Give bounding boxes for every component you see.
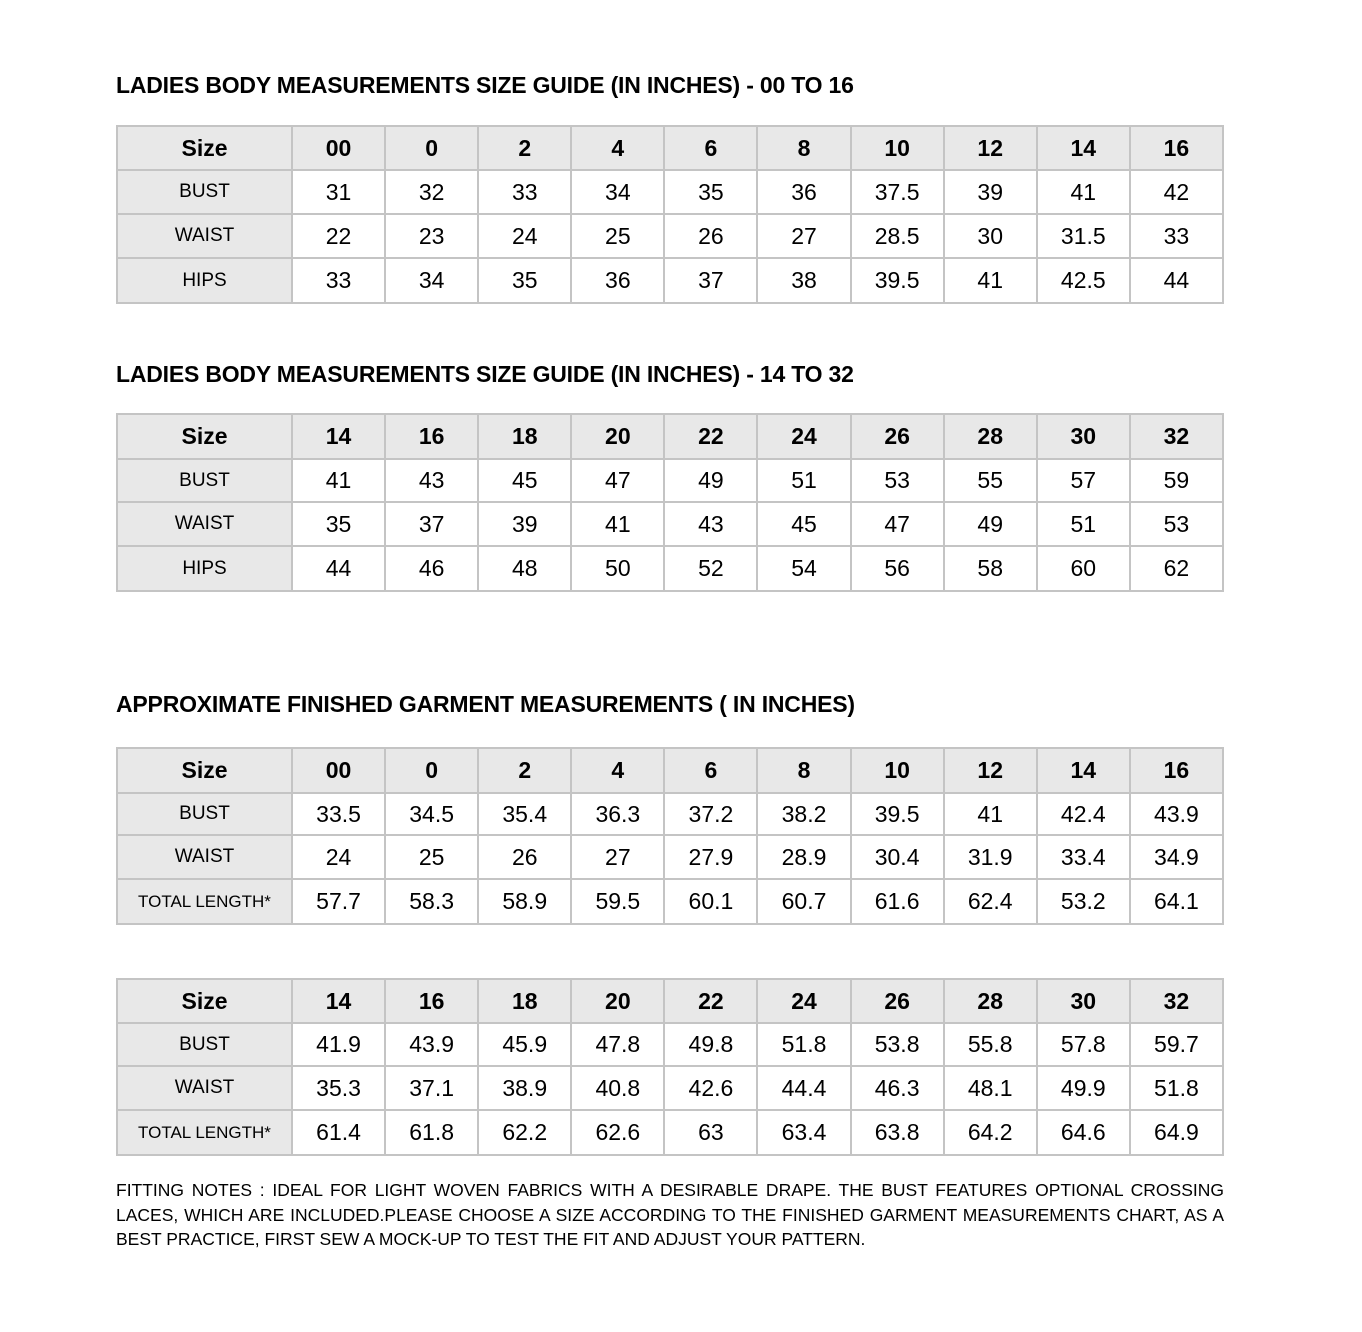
size-column-header: 22 xyxy=(664,414,757,459)
table-cell: 53 xyxy=(851,459,944,502)
table-cell: 44 xyxy=(1130,258,1223,303)
table-cell: 55 xyxy=(944,459,1037,502)
table-cell: 42.4 xyxy=(1037,793,1130,835)
size-column-header: 20 xyxy=(571,979,664,1023)
size-column-header: 16 xyxy=(1130,126,1223,170)
size-column-header: 4 xyxy=(571,748,664,793)
table-cell: 62.6 xyxy=(571,1110,664,1155)
table-cell: 47 xyxy=(851,502,944,546)
table-cell: 43 xyxy=(664,502,757,546)
table-row xyxy=(117,879,1223,924)
size-column-header: 8 xyxy=(757,748,850,793)
table-cell: 36.3 xyxy=(571,793,664,835)
table-cell: 40.8 xyxy=(571,1066,664,1110)
table-cell: 50 xyxy=(571,546,664,591)
table-cell: 23 xyxy=(385,214,478,258)
size-column-header: 28 xyxy=(944,979,1037,1023)
table-cell: 37 xyxy=(664,258,757,303)
table-cell: 30 xyxy=(944,214,1037,258)
size-column-header: 12 xyxy=(944,748,1037,793)
table-cell: 36 xyxy=(571,258,664,303)
size-column-header: 0 xyxy=(385,126,478,170)
table-cell: 51.8 xyxy=(757,1023,850,1066)
table-cell: 47.8 xyxy=(571,1023,664,1066)
row-label: WAIST xyxy=(117,502,292,546)
table-row xyxy=(117,459,1223,502)
table-cell: 31.9 xyxy=(944,835,1037,879)
size-label: Size xyxy=(117,414,292,459)
size-column-header: 8 xyxy=(757,126,850,170)
table-cell: 39.5 xyxy=(851,258,944,303)
table-cell: 35 xyxy=(478,258,571,303)
row-label: WAIST xyxy=(117,214,292,258)
table-cell: 37.2 xyxy=(664,793,757,835)
size-column-header: 14 xyxy=(1037,126,1130,170)
table-cell: 62.4 xyxy=(944,879,1037,924)
table-cell: 22 xyxy=(292,214,385,258)
section-title-body-00-16: LADIES BODY MEASUREMENTS SIZE GUIDE (IN INCHES) - 00 TO 16 xyxy=(116,72,854,98)
table-cell: 46.3 xyxy=(851,1066,944,1110)
table-row xyxy=(117,793,1223,835)
size-column-header: 28 xyxy=(944,414,1037,459)
table-cell: 33 xyxy=(292,258,385,303)
table-cell: 56 xyxy=(851,546,944,591)
size-column-header: 30 xyxy=(1037,979,1130,1023)
table-cell: 26 xyxy=(664,214,757,258)
table-cell: 31 xyxy=(292,170,385,214)
table-cell: 63.4 xyxy=(757,1110,850,1155)
row-label: HIPS xyxy=(117,258,292,303)
row-label: BUST xyxy=(117,459,292,502)
size-column-header: 30 xyxy=(1037,414,1130,459)
table-cell: 45.9 xyxy=(478,1023,571,1066)
table-cell: 54 xyxy=(757,546,850,591)
table-cell: 61.4 xyxy=(292,1110,385,1155)
size-column-header: 2 xyxy=(478,748,571,793)
table-cell: 28.5 xyxy=(851,214,944,258)
table-cell: 38.9 xyxy=(478,1066,571,1110)
table-cell: 38.2 xyxy=(757,793,850,835)
table-cell: 41 xyxy=(571,502,664,546)
size-column-header: 26 xyxy=(851,979,944,1023)
table-cell: 24 xyxy=(478,214,571,258)
table-cell: 47 xyxy=(571,459,664,502)
table-cell: 60.7 xyxy=(757,879,850,924)
table-row xyxy=(117,1110,1223,1155)
table-cell: 52 xyxy=(664,546,757,591)
table-cell: 34 xyxy=(571,170,664,214)
table-cell: 64.9 xyxy=(1130,1110,1223,1155)
table-row xyxy=(117,1066,1223,1110)
table-cell: 58.3 xyxy=(385,879,478,924)
table-cell: 64.2 xyxy=(944,1110,1037,1155)
table-cell: 63 xyxy=(664,1110,757,1155)
size-table-body-14-32 xyxy=(116,413,1224,592)
row-label: BUST xyxy=(117,1023,292,1066)
table-cell: 35 xyxy=(664,170,757,214)
size-column-header: 10 xyxy=(851,748,944,793)
table-row xyxy=(117,1023,1223,1066)
table-cell: 34.9 xyxy=(1130,835,1223,879)
table-cell: 25 xyxy=(571,214,664,258)
table-cell: 53.8 xyxy=(851,1023,944,1066)
table-cell: 60 xyxy=(1037,546,1130,591)
table-cell: 49.8 xyxy=(664,1023,757,1066)
table-cell: 43.9 xyxy=(1130,793,1223,835)
size-column-header: 14 xyxy=(292,414,385,459)
table-cell: 51 xyxy=(757,459,850,502)
table-cell: 34 xyxy=(385,258,478,303)
table-cell: 60.1 xyxy=(664,879,757,924)
size-table-garment-14-32 xyxy=(116,978,1224,1156)
header-row xyxy=(117,748,1223,793)
fitting-notes: FITTING NOTES : IDEAL FOR LIGHT WOVEN FABRICS WITH A DESIRABLE DRAPE. THE BUST FEATURES OPTIONAL CROSSING LACES, WHICH ARE INCLUDED.PLEASE CHOOSE A SIZE ACCORDING TO THE FINISHED GARMENT MEASUREMENTS CHART, AS A BEST PRACTICE, FIRST SEW A MOCK-UP TO TEST THE FIT AND ADJUST YOUR PATTERN. xyxy=(116,1180,1224,1249)
table-cell: 42.5 xyxy=(1037,258,1130,303)
size-column-header: 12 xyxy=(944,126,1037,170)
table-cell: 27 xyxy=(571,835,664,879)
size-column-header: 4 xyxy=(571,126,664,170)
row-label: BUST xyxy=(117,793,292,835)
table-cell: 42.6 xyxy=(664,1066,757,1110)
table-cell: 33 xyxy=(1130,214,1223,258)
table-cell: 39.5 xyxy=(851,793,944,835)
table-cell: 44.4 xyxy=(757,1066,850,1110)
row-label: TOTAL LENGTH* xyxy=(117,879,292,924)
table-cell: 26 xyxy=(478,835,571,879)
table-cell: 37.1 xyxy=(385,1066,478,1110)
table-cell: 33.5 xyxy=(292,793,385,835)
size-column-header: 00 xyxy=(292,748,385,793)
row-label: BUST xyxy=(117,170,292,214)
size-column-header: 6 xyxy=(664,126,757,170)
table-cell: 34.5 xyxy=(385,793,478,835)
size-column-header: 14 xyxy=(292,979,385,1023)
table-cell: 58.9 xyxy=(478,879,571,924)
size-column-header: 24 xyxy=(757,979,850,1023)
table-cell: 27.9 xyxy=(664,835,757,879)
table-cell: 49 xyxy=(664,459,757,502)
table-row xyxy=(117,258,1223,303)
table-cell: 41.9 xyxy=(292,1023,385,1066)
table-cell: 37 xyxy=(385,502,478,546)
table-row xyxy=(117,835,1223,879)
table-cell: 36 xyxy=(757,170,850,214)
table-cell: 37.5 xyxy=(851,170,944,214)
table-cell: 24 xyxy=(292,835,385,879)
table-cell: 41 xyxy=(1037,170,1130,214)
table-cell: 41 xyxy=(944,793,1037,835)
row-label: WAIST xyxy=(117,835,292,879)
row-label: HIPS xyxy=(117,546,292,591)
table-cell: 41 xyxy=(292,459,385,502)
table-cell: 64.1 xyxy=(1130,879,1223,924)
table-cell: 58 xyxy=(944,546,1037,591)
table-cell: 43.9 xyxy=(385,1023,478,1066)
table-cell: 57.8 xyxy=(1037,1023,1130,1066)
size-column-header: 16 xyxy=(385,414,478,459)
table-cell: 41 xyxy=(944,258,1037,303)
size-table-body-00-16 xyxy=(116,125,1224,304)
table-row xyxy=(117,502,1223,546)
table-cell: 64.6 xyxy=(1037,1110,1130,1155)
table-cell: 55.8 xyxy=(944,1023,1037,1066)
table-cell: 62 xyxy=(1130,546,1223,591)
size-column-header: 00 xyxy=(292,126,385,170)
table-row xyxy=(117,546,1223,591)
size-label: Size xyxy=(117,126,292,170)
table-cell: 43 xyxy=(385,459,478,502)
header-row xyxy=(117,979,1223,1023)
table-row xyxy=(117,214,1223,258)
table-cell: 38 xyxy=(757,258,850,303)
table-cell: 61.8 xyxy=(385,1110,478,1155)
table-cell: 44 xyxy=(292,546,385,591)
table-row xyxy=(117,170,1223,214)
size-column-header: 22 xyxy=(664,979,757,1023)
size-column-header: 18 xyxy=(478,979,571,1023)
table-cell: 59 xyxy=(1130,459,1223,502)
row-label: WAIST xyxy=(117,1066,292,1110)
size-column-header: 0 xyxy=(385,748,478,793)
table-cell: 48.1 xyxy=(944,1066,1037,1110)
table-cell: 53.2 xyxy=(1037,879,1130,924)
table-cell: 57 xyxy=(1037,459,1130,502)
table-cell: 28.9 xyxy=(757,835,850,879)
table-cell: 33 xyxy=(478,170,571,214)
size-column-header: 20 xyxy=(571,414,664,459)
size-column-header: 24 xyxy=(757,414,850,459)
size-column-header: 26 xyxy=(851,414,944,459)
header-row xyxy=(117,414,1223,459)
size-column-header: 18 xyxy=(478,414,571,459)
size-column-header: 16 xyxy=(385,979,478,1023)
table-cell: 59.7 xyxy=(1130,1023,1223,1066)
table-cell: 62.2 xyxy=(478,1110,571,1155)
table-cell: 48 xyxy=(478,546,571,591)
size-column-header: 2 xyxy=(478,126,571,170)
section-title-body-14-32: LADIES BODY MEASUREMENTS SIZE GUIDE (IN INCHES) - 14 TO 32 xyxy=(116,361,854,387)
table-cell: 31.5 xyxy=(1037,214,1130,258)
table-cell: 25 xyxy=(385,835,478,879)
table-cell: 39 xyxy=(478,502,571,546)
size-column-header: 16 xyxy=(1130,748,1223,793)
table-cell: 46 xyxy=(385,546,478,591)
section-title-garment: APPROXIMATE FINISHED GARMENT MEASUREMENTS ( IN INCHES) xyxy=(116,691,855,717)
table-cell: 33.4 xyxy=(1037,835,1130,879)
table-cell: 39 xyxy=(944,170,1037,214)
table-cell: 49 xyxy=(944,502,1037,546)
table-cell: 32 xyxy=(385,170,478,214)
table-cell: 27 xyxy=(757,214,850,258)
table-cell: 61.6 xyxy=(851,879,944,924)
table-cell: 49.9 xyxy=(1037,1066,1130,1110)
size-table-garment-00-16 xyxy=(116,747,1224,925)
table-cell: 45 xyxy=(478,459,571,502)
table-cell: 30.4 xyxy=(851,835,944,879)
table-cell: 51.8 xyxy=(1130,1066,1223,1110)
table-cell: 53 xyxy=(1130,502,1223,546)
size-label: Size xyxy=(117,979,292,1023)
size-column-header: 10 xyxy=(851,126,944,170)
row-label: TOTAL LENGTH* xyxy=(117,1110,292,1155)
size-column-header: 32 xyxy=(1130,979,1223,1023)
table-cell: 35.4 xyxy=(478,793,571,835)
size-column-header: 32 xyxy=(1130,414,1223,459)
size-column-header: 6 xyxy=(664,748,757,793)
table-cell: 45 xyxy=(757,502,850,546)
table-cell: 59.5 xyxy=(571,879,664,924)
size-column-header: 14 xyxy=(1037,748,1130,793)
table-cell: 51 xyxy=(1037,502,1130,546)
table-cell: 57.7 xyxy=(292,879,385,924)
table-cell: 42 xyxy=(1130,170,1223,214)
header-row xyxy=(117,126,1223,170)
table-cell: 35.3 xyxy=(292,1066,385,1110)
size-label: Size xyxy=(117,748,292,793)
table-cell: 35 xyxy=(292,502,385,546)
table-cell: 63.8 xyxy=(851,1110,944,1155)
